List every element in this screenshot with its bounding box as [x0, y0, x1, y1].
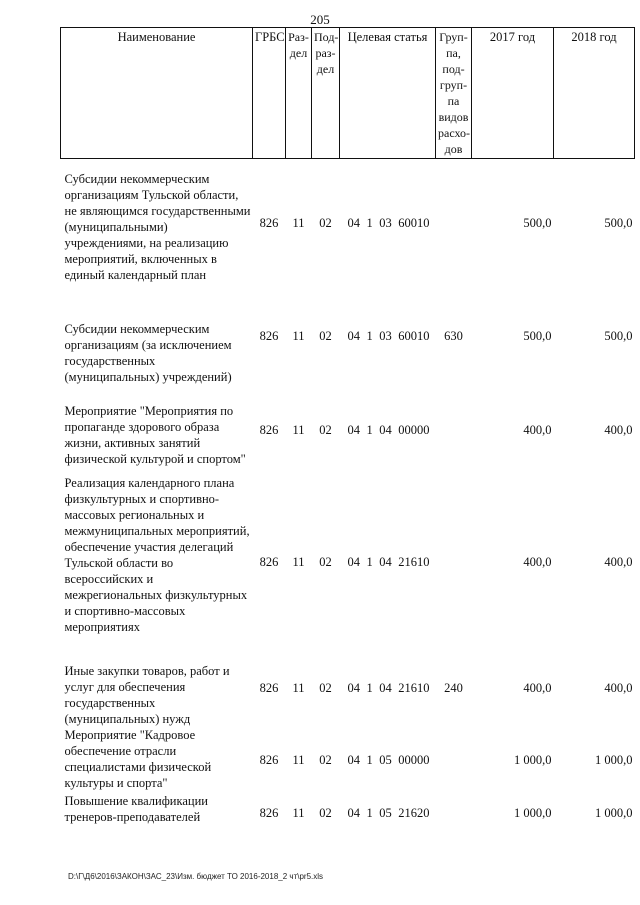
- row-razdel: 11: [292, 805, 305, 820]
- table-row: [61, 793, 635, 833]
- row-razdel: 11: [292, 554, 305, 569]
- budget-table: [60, 27, 635, 833]
- row-razdel: 11: [292, 328, 305, 343]
- header-podrazdel: Под- раз- дел: [312, 28, 340, 159]
- row-grbs: 826: [259, 752, 279, 767]
- table-row: [61, 475, 635, 649]
- row-amount-2018: 500,0: [604, 215, 633, 230]
- row-podrazdel: 02: [319, 328, 332, 343]
- row-group: 240: [444, 680, 463, 695]
- target-code-part: 00000: [398, 422, 430, 437]
- target-code-part: 04: [347, 554, 360, 569]
- row-name: Мероприятие "Кадровое обеспечение отрасли специалистами физической культуры и спорта": [64, 727, 212, 790]
- row-podrazdel: 02: [319, 215, 332, 230]
- target-code-part: 04: [379, 680, 392, 695]
- header-group: Груп- па, под- груп- па видов расхо- дов: [436, 28, 472, 159]
- table-row: [61, 287, 635, 385]
- row-name: Иные закупки товаров, работ и услуг для обеспечения государственных (муниципальных) нужд: [64, 663, 230, 726]
- target-code-part: 1: [366, 554, 373, 569]
- row-amount-2018: 400,0: [604, 680, 633, 695]
- row-name: Реализация календарного плана физкультурных и спортивно-массовых региональных и межмуниципальных мероприятий, обеспечение участия делегаций Тульской области во всероссийских и межрегиональных физкультурных и спортивно-массовых мероприятиях: [64, 475, 250, 634]
- row-amount-2018: 1 000,0: [595, 805, 633, 820]
- target-code-part: 1: [366, 805, 373, 820]
- row-target-code: [340, 649, 436, 727]
- target-code-part: 21610: [398, 554, 430, 569]
- row-target-code: [340, 727, 436, 793]
- row-amount-2018: 1 000,0: [595, 752, 633, 767]
- row-razdel: 11: [292, 680, 305, 695]
- header-year-2018: 2018 год: [554, 28, 635, 159]
- row-podrazdel: 02: [319, 422, 332, 437]
- row-razdel: 11: [292, 215, 305, 230]
- file-path-footer: D:\Г\Д6\2016\ЗАКОН\ЗАС_23\Изм. бюджет ТО 2016-2018_2 чт\pr5.xls: [68, 872, 324, 881]
- row-name: Субсидии некоммерческим организациям (за исключением государственных (муниципальных) учреждений): [64, 321, 232, 384]
- header-name: Наименование: [61, 28, 253, 159]
- row-amount-2017: 500,0: [523, 215, 552, 230]
- table-row: [61, 649, 635, 727]
- row-amount-2017: 500,0: [523, 328, 552, 343]
- row-razdel: 11: [292, 752, 305, 767]
- table-row: [61, 159, 635, 287]
- target-code-part: 00000: [398, 752, 430, 767]
- target-code-part: 04: [379, 422, 392, 437]
- row-amount-2018: 400,0: [604, 422, 633, 437]
- target-code-part: 1: [366, 422, 373, 437]
- page-number: 205: [310, 12, 330, 27]
- target-code-part: 60010: [398, 328, 430, 343]
- target-code-part: 03: [379, 215, 392, 230]
- target-code-part: 04: [347, 680, 360, 695]
- table-header-row: [61, 28, 635, 159]
- row-podrazdel: 02: [319, 680, 332, 695]
- target-code-part: 60010: [398, 215, 430, 230]
- row-amount-2017: 1 000,0: [514, 805, 552, 820]
- row-amount-2017: 1 000,0: [514, 752, 552, 767]
- table-row: [61, 385, 635, 475]
- target-code-part: 21620: [398, 805, 430, 820]
- target-code-part: 1: [366, 215, 373, 230]
- table-row: [61, 727, 635, 793]
- row-grbs: 826: [259, 328, 279, 343]
- row-amount-2017: 400,0: [523, 680, 552, 695]
- row-target-code: [340, 287, 436, 385]
- row-group: 630: [444, 328, 463, 343]
- row-grbs: 826: [259, 215, 279, 230]
- target-code-part: 04: [379, 554, 392, 569]
- row-podrazdel: 02: [319, 805, 332, 820]
- target-code-part: 1: [366, 752, 373, 767]
- row-grbs: 826: [259, 680, 279, 695]
- row-group: [436, 385, 472, 475]
- target-code-part: 05: [379, 805, 392, 820]
- target-code-part: 04: [347, 328, 360, 343]
- row-target-code: [340, 159, 436, 287]
- row-podrazdel: 02: [319, 752, 332, 767]
- row-name: Мероприятие "Мероприятия по пропаганде здорового образа жизни, активных занятий физической культурой и спортом": [64, 403, 246, 466]
- target-code-part: 04: [347, 215, 360, 230]
- row-grbs: 826: [259, 422, 279, 437]
- row-target-code: [340, 793, 436, 833]
- row-target-code: [340, 385, 436, 475]
- row-grbs: 826: [259, 805, 279, 820]
- row-group: [436, 159, 472, 287]
- target-code-part: 04: [347, 422, 360, 437]
- header-target: Целевая статья: [340, 28, 436, 159]
- row-podrazdel: 02: [319, 554, 332, 569]
- row-razdel: 11: [292, 422, 305, 437]
- row-group: [436, 475, 472, 649]
- target-code-part: 05: [379, 752, 392, 767]
- target-code-part: 04: [347, 805, 360, 820]
- header-razdel: Раз- дел: [286, 28, 312, 159]
- row-name: Субсидии некоммерческим организациям Тульской области, не являющимся государственными (муниципальными) учреждениями, на реализацию мероприятий, включенных в единый календарный план: [64, 172, 251, 282]
- row-amount-2018: 400,0: [604, 554, 633, 569]
- row-group: [436, 727, 472, 793]
- row-name: Повышение квалификации тренеров-преподавателей: [64, 793, 208, 824]
- row-amount-2018: 500,0: [604, 328, 633, 343]
- target-code-part: 21610: [398, 680, 430, 695]
- row-group: [436, 793, 472, 833]
- target-code-part: 1: [366, 680, 373, 695]
- target-code-part: 1: [366, 328, 373, 343]
- target-code-part: 04: [347, 752, 360, 767]
- row-grbs: 826: [259, 554, 279, 569]
- row-amount-2017: 400,0: [523, 554, 552, 569]
- target-code-part: 03: [379, 328, 392, 343]
- header-grbs: ГРБС: [253, 28, 286, 159]
- row-target-code: [340, 475, 436, 649]
- row-amount-2017: 400,0: [523, 422, 552, 437]
- header-year-2017: 2017 год: [472, 28, 554, 159]
